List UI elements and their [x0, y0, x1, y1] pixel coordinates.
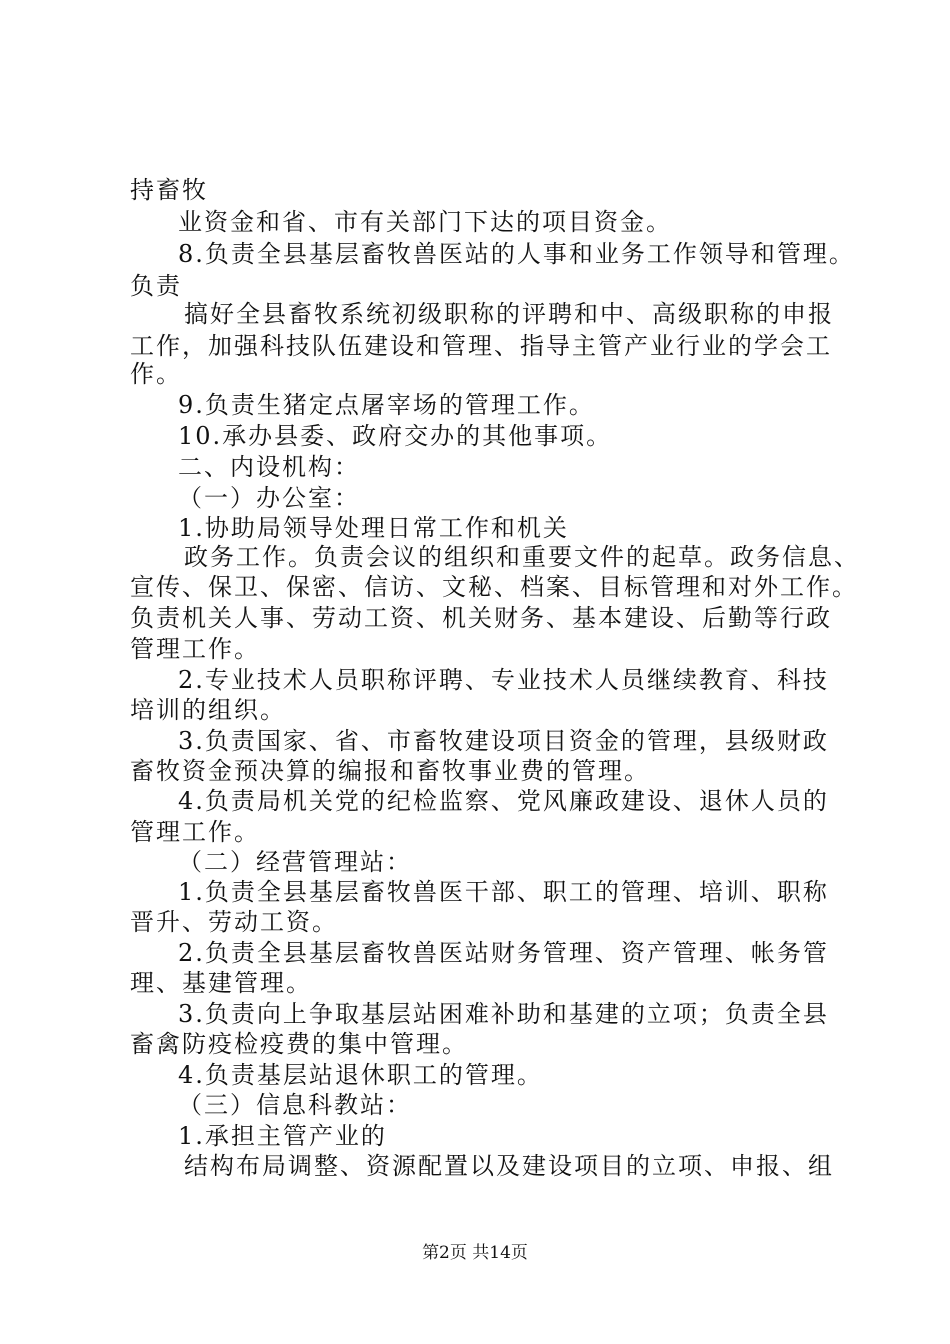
text-line-4: 负责: [130, 272, 182, 300]
text-line-26: 2.负责全县基层畜牧兽医站财务管理、资产管理、帐务管: [178, 939, 829, 967]
text-line-8: 9.负责生猪定点屠宰场的管理工作。: [178, 391, 595, 419]
text-line-25: 晋升、劳动工资。: [130, 908, 338, 936]
text-line-5: 搞好全县畜牧系统初级职称的评聘和中、高级职称的申报: [184, 300, 834, 328]
text-line-15: 负责机关人事、劳动工资、机关财务、基本建设、后勤等行政: [130, 604, 832, 632]
text-line-16: 管理工作。: [130, 635, 260, 663]
text-line-24: 1.负责全县基层畜牧兽医干部、职工的管理、培训、职称: [178, 878, 829, 906]
text-line-28: 3.负责向上争取基层站困难补助和基建的立项；负责全县: [178, 1000, 829, 1028]
page-number-footer: 第2页 共14页: [422, 1243, 528, 1263]
text-line-33: 结构布局调整、资源配置以及建设项目的立项、申报、组: [184, 1152, 834, 1180]
text-line-17: 2.专业技术人员职称评聘、专业技术人员继续教育、科技: [178, 666, 829, 694]
text-line-22: 管理工作。: [130, 818, 260, 846]
text-line-27: 理、基建管理。: [130, 969, 312, 997]
text-line-11: （一）办公室：: [178, 484, 360, 512]
text-line-19: 3.负责国家、省、市畜牧建设项目资金的管理，县级财政: [178, 727, 829, 755]
text-line-20: 畜牧资金预决算的编报和畜牧事业费的管理。: [130, 757, 650, 785]
text-line-1: 持畜牧: [130, 176, 208, 204]
text-line-6: 工作，加强科技队伍建设和管理、指导主管产业行业的学会工: [130, 332, 832, 360]
text-line-21: 4.负责局机关党的纪检监察、党风廉政建设、退休人员的: [178, 787, 829, 815]
text-line-29: 畜禽防疫检疫费的集中管理。: [130, 1030, 468, 1058]
text-line-3: 8.负责全县基层畜牧兽医站的人事和业务工作领导和管理。: [178, 240, 855, 268]
text-line-30: 4.负责基层站退休职工的管理。: [178, 1061, 543, 1089]
text-line-7: 作。: [130, 360, 182, 388]
text-line-9: 10.承办县委、政府交办的其他事项。: [178, 422, 613, 450]
text-line-13: 政务工作。负责会议的组织和重要文件的起草。政务信息、: [184, 543, 860, 571]
text-line-10: 二、内设机构：: [178, 453, 360, 481]
text-line-32: 1.承担主管产业的: [178, 1122, 387, 1150]
text-line-23: （二）经营管理站：: [178, 848, 412, 876]
text-line-18: 培训的组织。: [130, 696, 286, 724]
text-line-31: （三）信息科教站：: [178, 1091, 412, 1119]
text-line-12: 1.协助局领导处理日常工作和机关: [178, 514, 569, 542]
text-line-2: 业资金和省、市有关部门下达的项目资金。: [178, 208, 672, 236]
text-line-14: 宣传、保卫、保密、信访、文秘、档案、目标管理和对外工作。: [130, 573, 858, 601]
